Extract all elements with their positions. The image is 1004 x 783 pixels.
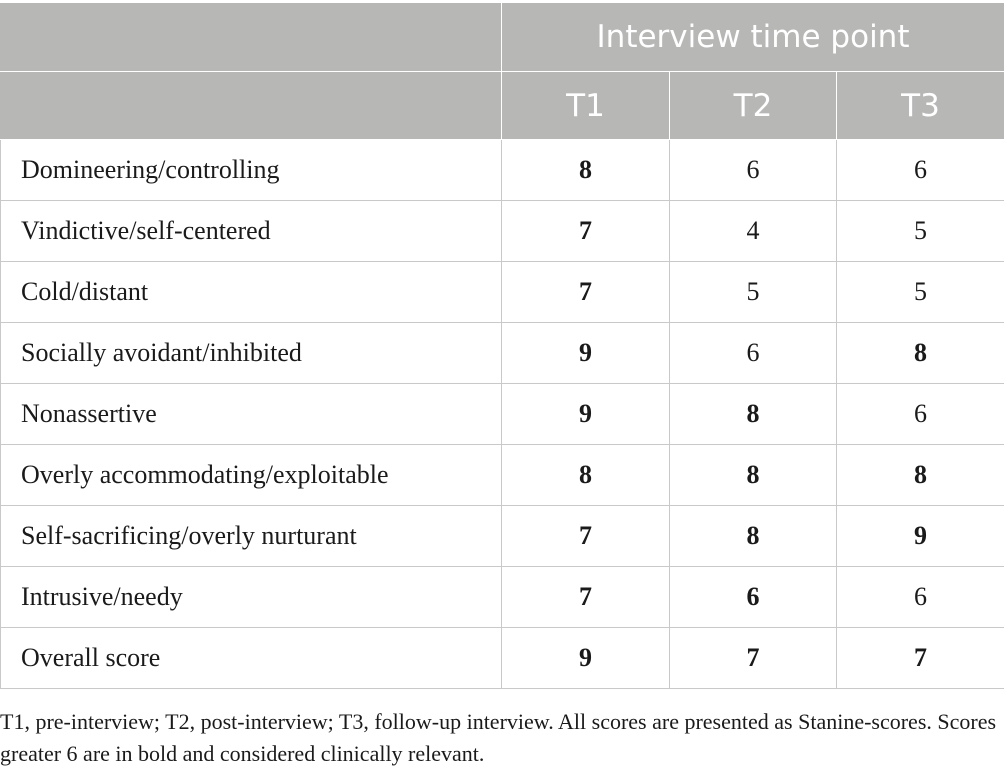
row-label: Intrusive/needy [1,567,502,628]
row-label: Overall score [1,628,502,689]
cell-t2: 8 [670,384,837,445]
table-row [1,140,1004,201]
row-label: Socially avoidant/inhibited [1,323,502,384]
row-label: Overly accommodating/exploitable [1,445,502,506]
cell-t1: 7 [502,201,670,262]
header-corner-blank [1,3,502,72]
cell-t3: 9 [837,506,1004,567]
cell-t2: 8 [670,445,837,506]
row-label: Domineering/controlling [1,140,502,201]
cell-t2: 8 [670,506,837,567]
cell-t3: 7 [837,628,1004,689]
header-row-group [1,3,1004,72]
table-row [1,262,1004,323]
cell-t2: 6 [670,323,837,384]
table-row [1,628,1004,689]
table-body [1,140,1004,689]
cell-t2: 4 [670,201,837,262]
cell-t1: 7 [502,506,670,567]
cell-t1: 7 [502,567,670,628]
table-row [1,445,1004,506]
cell-t3: 5 [837,262,1004,323]
row-label: Self-sacrificing/overly nurturant [1,506,502,567]
cell-t1: 9 [502,323,670,384]
cell-t3: 8 [837,445,1004,506]
cell-t2: 7 [670,628,837,689]
cell-t2: 6 [670,567,837,628]
header-interview-time-point: Interview time point [502,3,1004,72]
table-header [1,3,1004,140]
column-header-t2: T2 [670,72,837,140]
table-row [1,323,1004,384]
cell-t3: 5 [837,201,1004,262]
header-row-columns [1,72,1004,140]
column-header-t1: T1 [502,72,670,140]
cell-t3: 6 [837,567,1004,628]
cell-t3: 8 [837,323,1004,384]
row-label: Vindictive/self-centered [1,201,502,262]
cell-t1: 9 [502,628,670,689]
cell-t1: 9 [502,384,670,445]
column-header-t3: T3 [837,72,1004,140]
row-label: Nonassertive [1,384,502,445]
row-label: Cold/distant [1,262,502,323]
table-row [1,201,1004,262]
cell-t1: 8 [502,140,670,201]
scores-table [0,2,1004,689]
table-row [1,506,1004,567]
table-footnote: T1, pre-interview; T2, post-interview; T3, follow-up interview. All scores are presented as Stanine-scores. Scores greater 6 are in bold and considered clinically relevant. [0,709,997,766]
cell-t3: 6 [837,384,1004,445]
cell-t2: 5 [670,262,837,323]
cell-t3: 6 [837,140,1004,201]
cell-t1: 8 [502,445,670,506]
table-row [1,567,1004,628]
table-row [1,384,1004,445]
cell-t1: 7 [502,262,670,323]
cell-t2: 6 [670,140,837,201]
header-corner-blank-2 [1,72,502,140]
